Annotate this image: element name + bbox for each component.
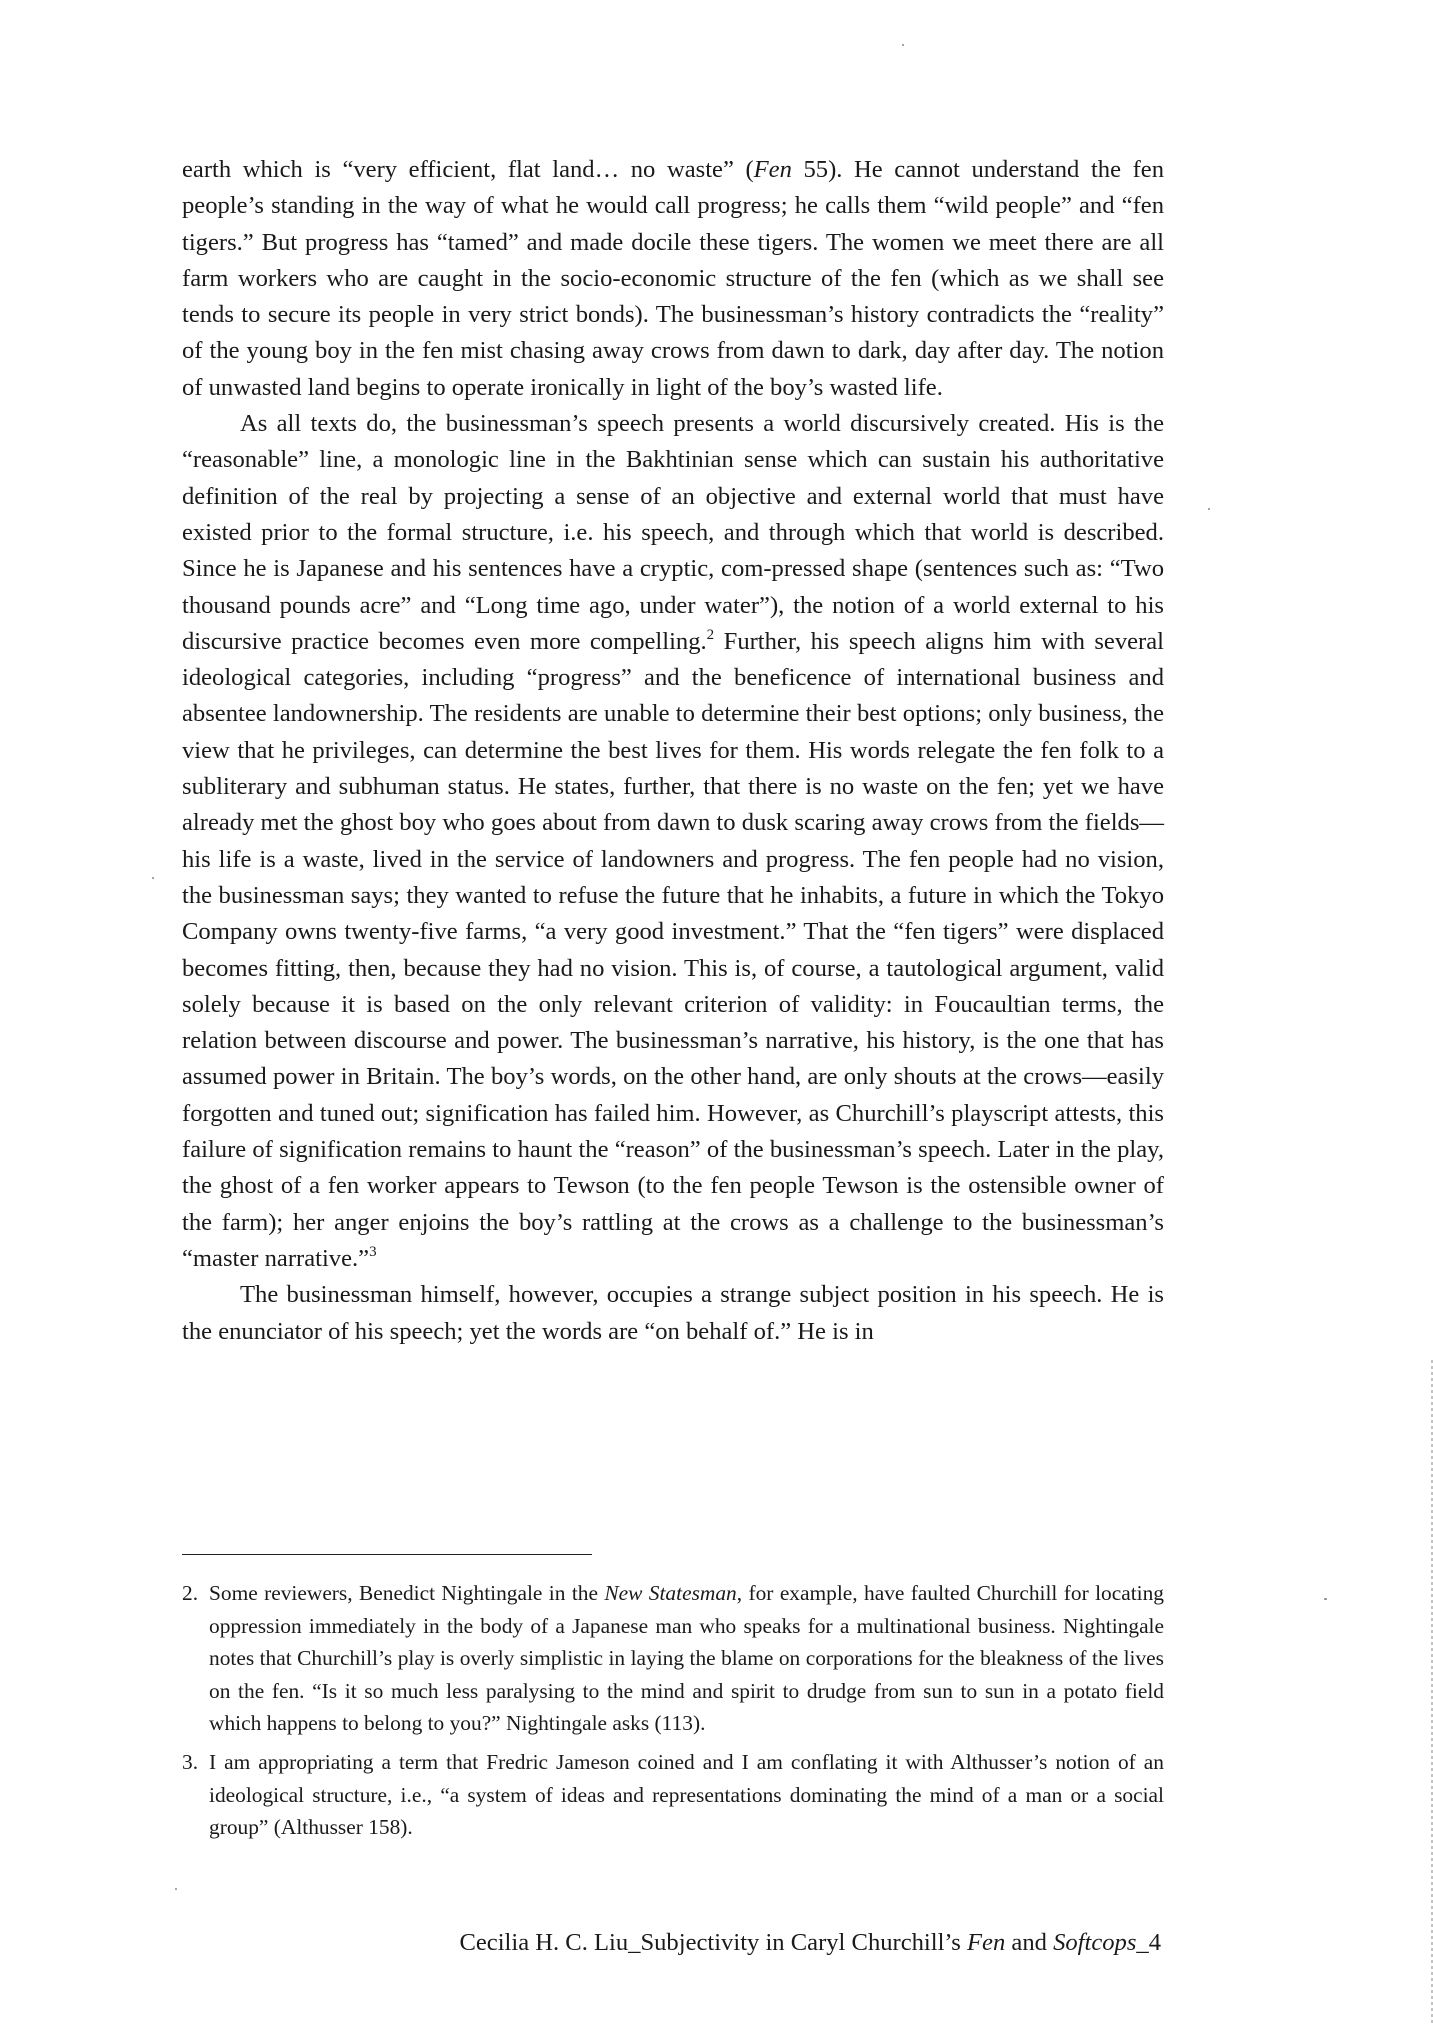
title-italic: Fen (753, 156, 792, 183)
scan-speck (1324, 1598, 1327, 1600)
scan-speck (175, 1888, 177, 1890)
footnote-number: 2. (182, 1581, 199, 1605)
footnotes (182, 1577, 1164, 1850)
title-italic: Softcops (1053, 1929, 1137, 1956)
text-run: 55). He cannot understand the fen people’s standing in the way of what he would call progress; he calls them “wild people” and “fen tigers.” But progress has “tamed” and made docile these tigers. The women we meet there are all farm workers who are caught in the socio-economic structure of the fen (which as we shall see tends to secure its people in very strict bonds). The businessman’s history contradicts the “reality” of the young boy in the fen mist chasing away crows from dawn to dark, day after day. The notion of unwasted land begins to operate ironically in light of the boy’s wasted life. (182, 156, 1164, 401)
scan-speck (1208, 508, 1210, 510)
main-body-text (182, 152, 1164, 1350)
footnote-3 (182, 1746, 1164, 1844)
text-run: Some reviewers, Benedict Nightingale in the (209, 1581, 605, 1605)
footnote-text (209, 1577, 1164, 1740)
title-italic: New Statesman (604, 1581, 737, 1605)
paragraph-1 (182, 152, 1164, 406)
text-run: As all texts do, the businessman’s speech presents a world discursively created. His is the “reasonable” line, a monologic line in the Bakhtinian sense which can sustain his authoritative definition of the real by projecting a sense of an objective and external world that must have existed prior to the formal structure, i.e. his speech, and through which that world is described. Since he is Japanese and his sentences have a cryptic, com-pressed shape (sentences such as: “Two thousand pounds acre” and “Long time ago, under water”), the notion of a world external to his discursive practice becomes even more compelling. (182, 410, 1164, 655)
text-run: Further, his speech aligns him with several ideological categories, including “progress” and the beneficence of international business and absentee landownership. The residents are unable to determine their best options; only business, the view that he privileges, can determine the best lives for them. His words relegate the fen folk to a subliterary and subhuman status. He states, further, that there is no waste on the fen; yet we have already met the ghost boy who goes about from dawn to dusk scaring away crows from the fields—his life is a waste, lived in the service of landowners and progress. The fen people had no vision, the businessman says; they wanted to refuse the future that he inhabits, a future in which the Tokyo Company owns twenty-five farms, “a very good investment.” That the “fen tigers” were displaced becomes fitting, then, because they had no vision. This is, of course, a tautological argument, valid solely because it is based on the only relevant criterion of validity: in Foucaultian terms, the relation between discourse and power. The businessman’s narrative, his history, is the one that has assumed power in Britain. The boy’s words, on the other hand, are only shouts at the crows—easily forgotten and tuned out; signification has failed him. However, as Churchill’s playscript attests, this failure of signification remains to haunt the “reason” of the businessman’s speech. Later in the play, the ghost of a fen worker appears to Tewson (to the fen people Tewson is the ostensible owner of the farm); her anger enjoins the boy’s rattling at the crows as a challenge to the businessman’s “master narrative.” (182, 627, 1164, 1272)
footer-text: Cecilia H. C. Liu_Subjectivity in Caryl Churchill’s (459, 1929, 967, 1956)
scan-speck (152, 877, 154, 879)
text-run: I am appropriating a term that Fredric Jameson coined and I am conflating it with Althusser’s notion of an ideological structure, i.e., “a system of ideas and representations dominating the mind of a man or a social group” (Althusser 158). (209, 1749, 1164, 1840)
footer-text: and (1005, 1929, 1054, 1956)
footnote-number: 3. (182, 1749, 199, 1774)
title-italic: Fen (967, 1929, 1006, 1956)
paragraph-3 (182, 1277, 1164, 1350)
footnote-divider (182, 1554, 592, 1555)
scan-speck (902, 44, 904, 46)
text-run: earth which is “very efficient, flat land… no waste” ( (182, 156, 754, 183)
paragraph-2 (182, 406, 1164, 1277)
footnote-ref-3: 3 (369, 1243, 377, 1260)
footnote-ref-2: 2 (706, 626, 715, 643)
footer-text: _4 (1136, 1929, 1161, 1956)
footnote-text (209, 1746, 1164, 1844)
footnote-2 (182, 1577, 1164, 1740)
page-footer (459, 1927, 1161, 1959)
text-run: The businessman himself, however, occupies a strange subject position in his speech. He is the enunciator of his speech; yet the words are “on behalf of.” He is in (182, 1281, 1164, 1345)
text-run: , for example, have faulted Churchill for locating oppression immediately in the body of a Japanese man who speaks for a multinational business. Nightingale notes that Churchill’s play is overly simplistic in laying the blame on corporations for the bleakness of the lives on the fen. “Is it so much less paralysing to the mind and spirit to drudge from sun to sun in a potato field which happens to belong to you?” Nightingale asks (113). (209, 1581, 1164, 1736)
